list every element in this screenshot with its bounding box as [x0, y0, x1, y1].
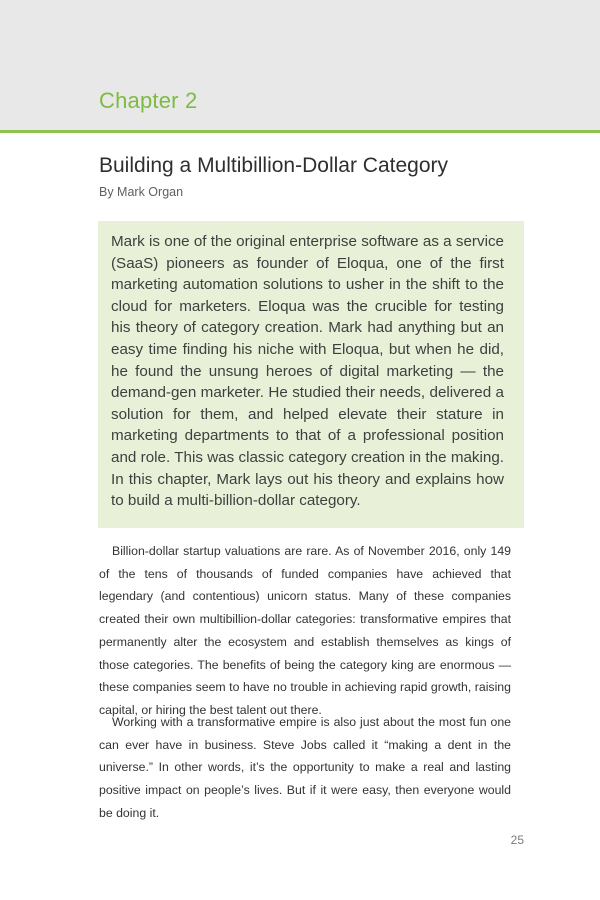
body-paragraph-2: Working with a transformative empire is also just about the most fun one can ever have in business. Steve Jobs called it “making a dent in the universe.” In other words, it’s the opportunity to make a real and lasting positive impact on people’s lives. But if it were easy, then everyone would be doing it. [99, 715, 511, 820]
chapter-summary-text: Mark is one of the original enterprise software as a service (SaaS) pioneers as founder of Eloqua, one of the first marketing automation solutions to usher in the shift to the cloud for marketers. Eloqua was the crucible for testing his theory of category creation. Mark had anything but an easy time finding his niche with Eloqua, but when he did, he found the unsung heroes of digital marketing — the demand-gen marketer. He studied their needs, delivered a solution for them, and helped elevate their stature in marketing departments to that of a professional position and role. This was classic category creation in the making. In this chapter, Mark lays out his theory and explains how to build a multi-billion-dollar category. [111, 233, 504, 510]
chapter-label: Chapter 2 [99, 88, 198, 113]
chapter-header-band [0, 0, 600, 130]
page-number: 25 [510, 833, 524, 847]
header-divider [0, 130, 600, 133]
chapter-title: Building a Multibillion-Dollar Category [99, 154, 448, 177]
chapter-summary-box [98, 221, 524, 528]
author-byline: By Mark Organ [99, 185, 184, 199]
body-paragraph-1: Billion-dollar startup valuations are rare. As of November 2016, only 149 of the tens of thousands of funded companies have achieved that legendary (and contentious) unicorn status. Many of these companies created their own multibillion-dollar categories: transformative empires that permanently alter the ecosystem and establish themselves as kings of those categories. The benefits of being the category king are enormous — these companies seem to have no trouble in achieving rapid growth, raising capital, or hiring the best talent out there. [99, 544, 511, 717]
